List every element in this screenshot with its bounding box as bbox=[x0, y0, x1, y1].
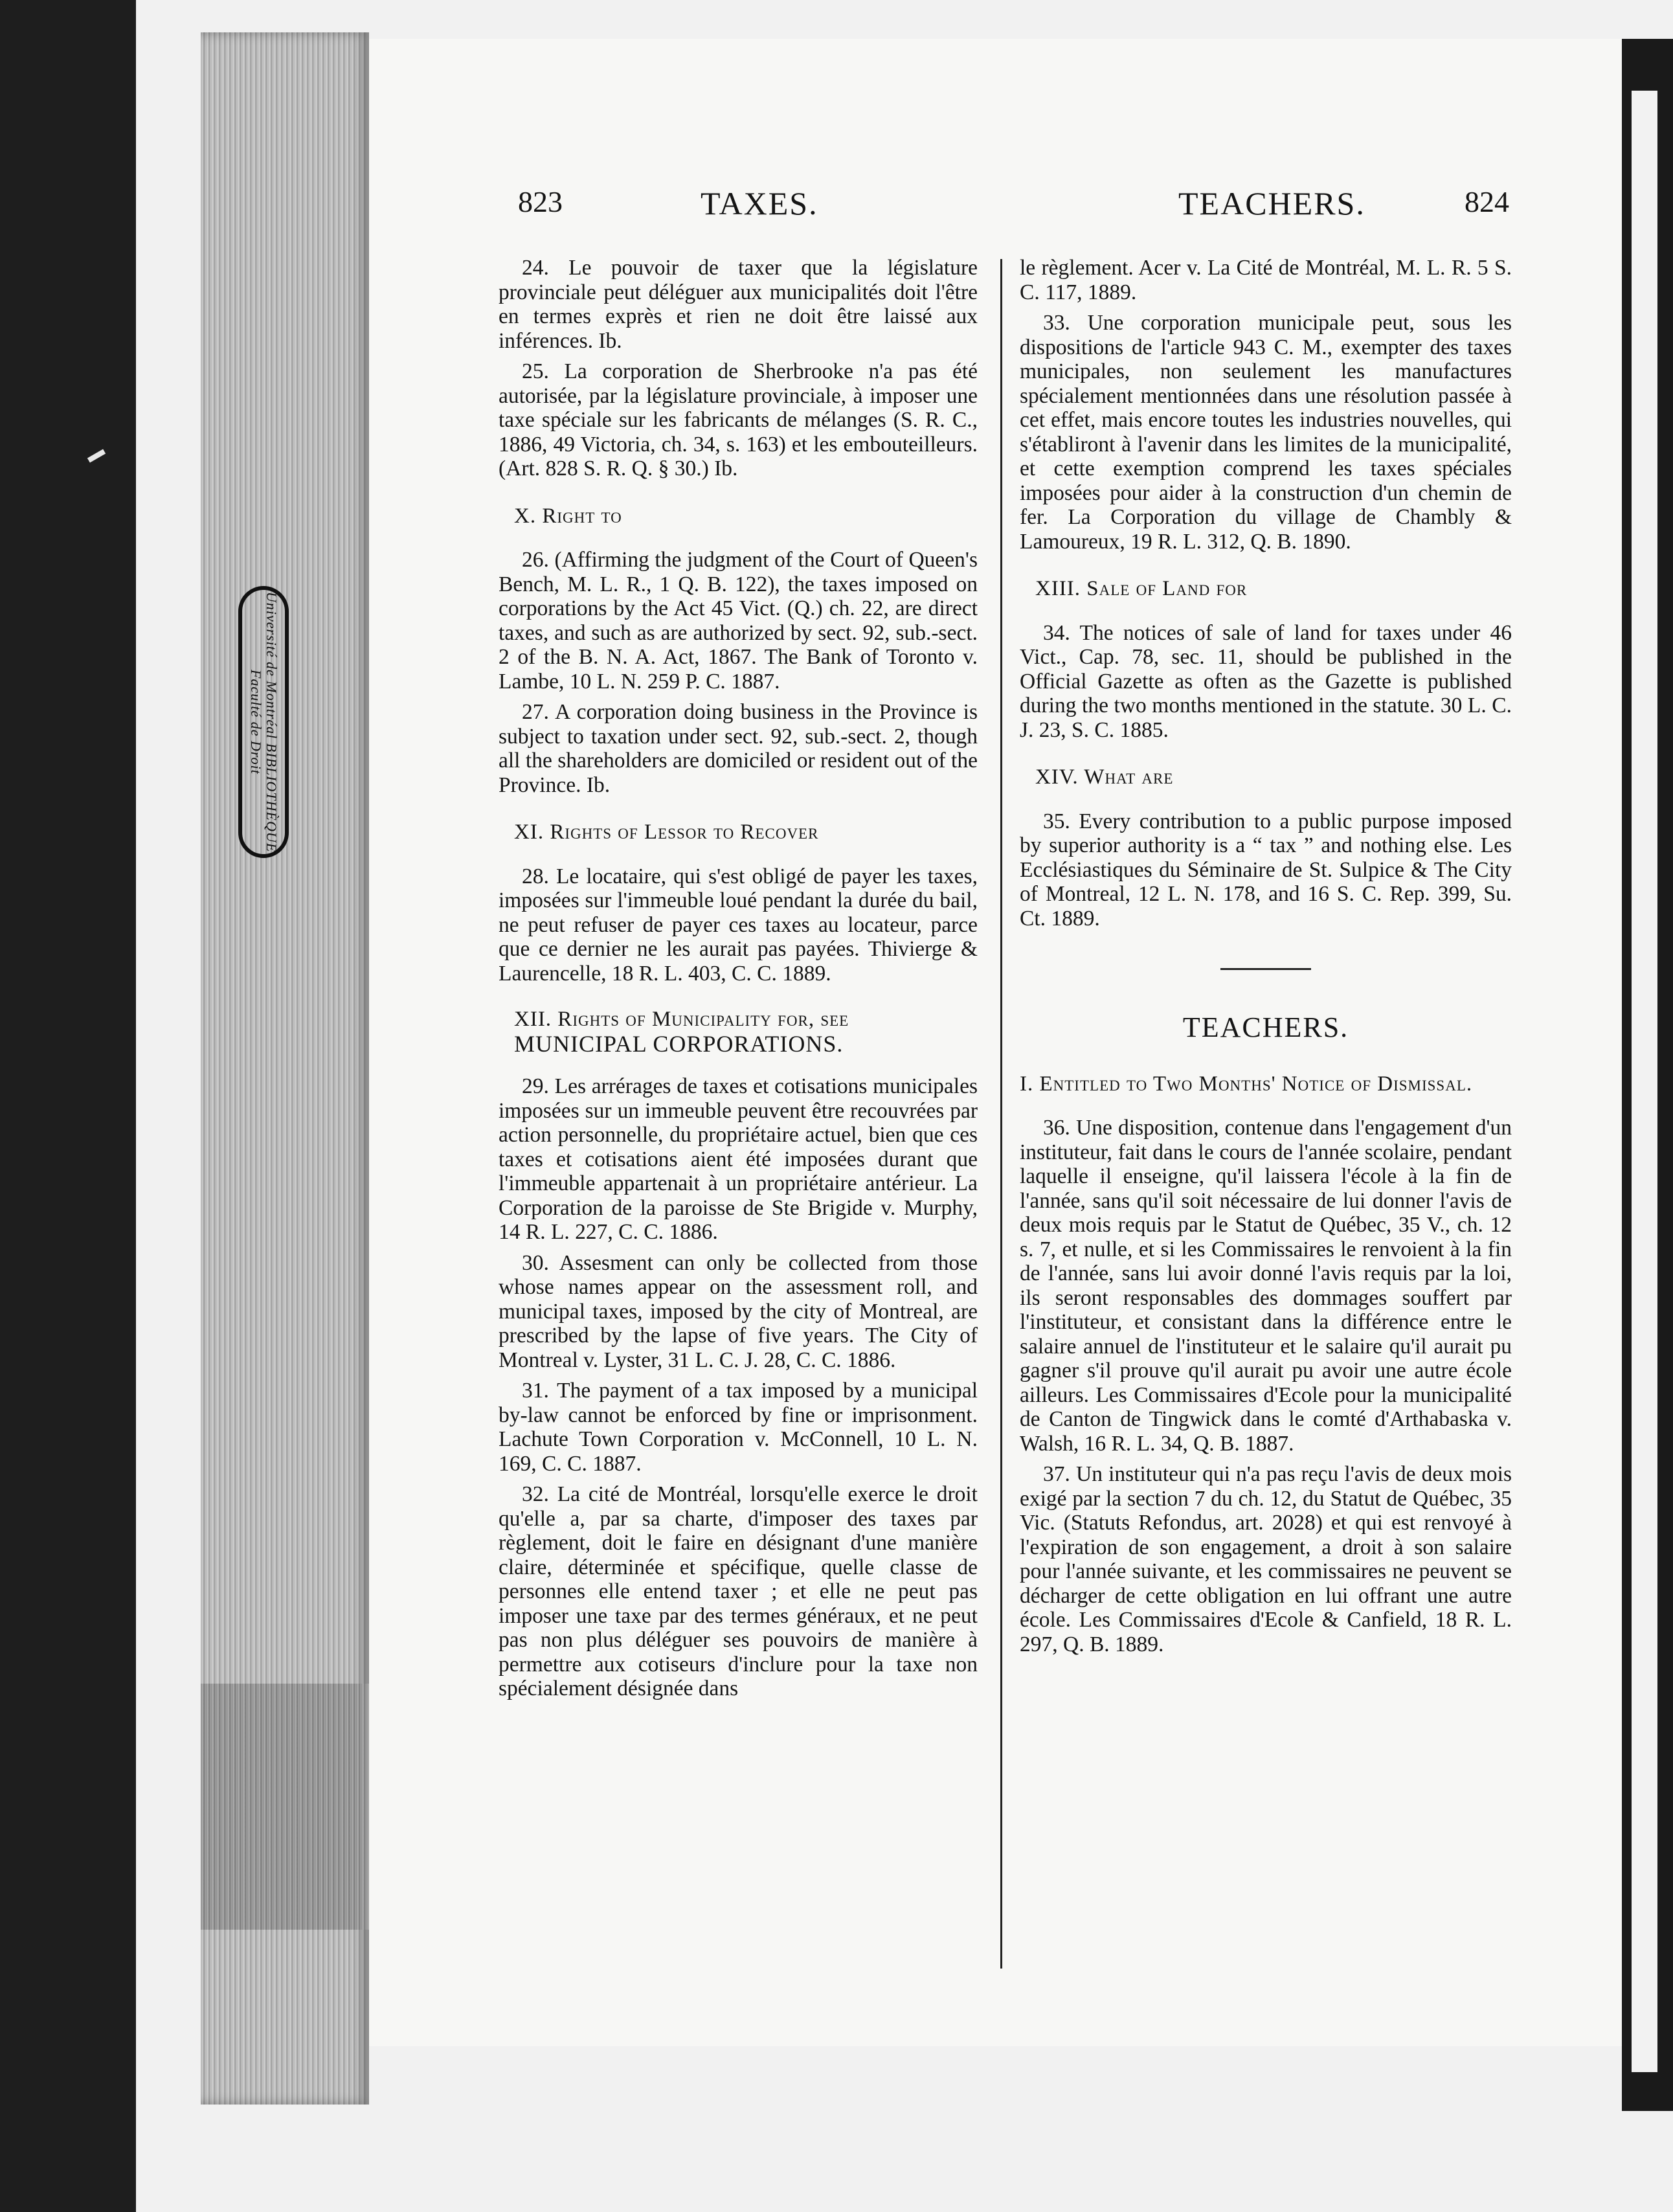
right-column bbox=[1020, 256, 1512, 1663]
paragraph-37: 37. Un instituteur qui n'a pas reçu l'avis de deux mois exigé par la section 7 du ch. 12, du Statut de Québec, 35 Vic. (Statuts Refondus, art. 2028) et qui est renvoyé à l'expiration de son engagement, a droit à son salaire pour l'année suivante, et les commissaires ne peuvent se décharger de cette obligation en lui offrant une autre école. Les Commissaires d'Ecole & Canfield, 18 R. L. 297, Q. B. 1889. bbox=[1020, 1462, 1512, 1656]
paragraph-26: 26. (Affirming the judgment of the Court of Queen's Bench, M. L. R., 1 Q. B. 122), the taxes imposed on corporations by the Act 45 Vict. (Q.) ch. 22, are direct taxes, and such as are authorized by sect. 92, sub.-sect. 2 of the B. N. A. Act, 1867. The Bank of Toronto v. Lambe, 10 L. N. 259 P. C. 1887. bbox=[499, 548, 978, 694]
column-divider bbox=[1000, 259, 1002, 1969]
section-heading-xiii: XIII. Sale of Land for bbox=[1035, 577, 1248, 600]
next-page-strip bbox=[1632, 91, 1657, 2072]
paragraph-24: 24. Le pouvoir de taxer que la législature provinciale peut déléguer aux municipalités doit l'être en termes exprès et rien ne doit être laissé aux inférences. Ib. bbox=[499, 256, 978, 353]
left-page-number: 823 bbox=[518, 185, 563, 218]
paragraph-27: 27. A corporation doing business in the Province is subject to taxation under sect. 92, sub.-sect. 2, though all the shareholders are domiciled or resident out of the Province. Ib. bbox=[499, 700, 978, 797]
paragraph-30: 30. Assesment can only be collected from those whose names appear on the assessment roll, and municipal taxes, imposed by the city of Montreal, are prescribed by the lapse of five years. The City of Montreal v. Lyster, 31 L. C. J. 28, C. C. 1886. bbox=[499, 1250, 978, 1372]
left-column bbox=[499, 256, 978, 1708]
left-running-title: TAXES. bbox=[701, 185, 818, 221]
section-heading-i: I. Entitled to Two Months' Notice of Dismissal. bbox=[1020, 1072, 1473, 1096]
paragraph-34: 34. The notices of sale of land for taxes under 46 Vict., Cap. 78, sec. 11, should be published in the Official Gazette as often as the Gazette is published during the two months mentioned in the statute. 30 L. C. J. 23, S. C. 1885. bbox=[1020, 620, 1512, 742]
paragraph-28: 28. Le locataire, qui s'est obligé de payer les taxes, imposées sur l'immeuble loué pendant la durée du bail, ne peut refuser de payer ces taxes au locateur, parce que ce dernier ne les aurait pas payées. Thivierge & Laurencelle, 18 R. L. 403, C. C. 1889. bbox=[499, 864, 978, 986]
section-heading-x: X. Right to bbox=[514, 504, 622, 528]
library-stamp-text: Université de Montréal BIBLIOTHÈQUE Faculté de Droit bbox=[248, 591, 280, 853]
paragraph-33: 33. Une corporation municipale peut, sous les dispositions de l'article 943 C. M., exempter des taxes municipales, non seulement les manufactures spécialement mentionnées dans une résolution passée à cet effet, mais encore toutes les industries nouvelles, qui s'établiront à l'avenir dans les limites de la municipalité, et cette exemption comprend les taxes spéciales imposées pour aider à la construction d'un chemin de fer. La Corporation du village de Chambly & Lamoureux, 19 R. L. 312, Q. B. 1890. bbox=[1020, 311, 1512, 554]
paragraph-32: 32. La cité de Montréal, lorsqu'elle exerce le droit qu'elle a, par sa charte, d'imposer des taxes par règlement, doit le faire en désignant d'une manière claire, déterminée et spécifique, quelle classe de personnes elle entend taxer ; et elle ne peut pas imposer une taxe par des termes généraux, et ne peut pas non plus déléguer ses pouvoirs de manière à permettre aux cotiseurs d'inclure pour la taxe non spécialement désignée dans bbox=[499, 1482, 978, 1700]
library-stamp bbox=[238, 586, 289, 858]
section-heading-xii-text: XII. Rights of Municipality for, see bbox=[514, 1008, 849, 1031]
paragraph-36: 36. Une disposition, contenue dans l'engagement d'un instituteur, fait dans le cours de l'année scolaire, pendant laquelle il enseigne, qu'il laissera l'école à la fin de l'année, sans qu'il soit nécessaire de lui donner l'avis de deux mois requis par le Statut de Québec, 35 V., ch. 12 s. 7, et nulle, et si les Commissaires le renvoient à la fin de l'année, sans lui avoir donné l'avis requis par la loi, ils seront responsables des dommages souffert par l'instituteur, et consistant dans la différence entre le salaire annuel de l'instituteur et le salaire qu'il aurait pu gagner s'il prouve qu'il aurait pu avoir une autre école ailleurs. Les Commissaires d'Ecole pour la municipalité de Canton de Tingwick dans le comté d'Arthabaska v. Walsh, 16 R. L. 34, Q. B. 1887. bbox=[1020, 1116, 1512, 1456]
paragraph-25: 25. La corporation de Sherbrooke n'a pas été autorisée, par la législature provinciale, à imposer une taxe spéciale sur les fabricants de mélanges (S. R. C., 1886, 49 Victoria, ch. 34, s. 163) et les embouteilleurs. (Art. 828 S. R. Q. § 30.) Ib. bbox=[499, 359, 978, 480]
paragraph-31: 31. The payment of a tax imposed by a municipal by-law cannot be enforced by fine or imprisonment. Lachute Town Corporation v. McConnell, 10 L. N. 169, C. C. 1887. bbox=[499, 1379, 978, 1476]
book-page-edges-lower bbox=[201, 1684, 369, 1930]
section-heading-xi: XI. Rights of Lessor to Recover bbox=[514, 820, 819, 844]
section-divider bbox=[1220, 968, 1311, 970]
paragraph-29: 29. Les arrérages de taxes et cotisations municipales imposées sur un immeuble peuvent être recouvrées par action personnelle, du propriétaire actuel, bien que ces taxes et cotisations aient été imposées durant que l'immeuble appartenait à un propriétaire antérieur. La Corporation de la paroisse de Ste Brigide v. Murphy, 14 R. L. 227, C. C. 1886. bbox=[499, 1074, 978, 1244]
teachers-title: TEACHERS. bbox=[1182, 1011, 1349, 1043]
section-heading-xiv: XIV. What are bbox=[1035, 765, 1174, 789]
section-heading-xii bbox=[514, 1008, 978, 1057]
right-running-title: TEACHERS. bbox=[1178, 185, 1365, 221]
paragraph-32-continued: le règlement. Acer v. La Cité de Montréal, M. L. R. 5 S. C. 117, 1889. bbox=[1020, 256, 1512, 304]
right-page-number: 824 bbox=[1465, 185, 1509, 218]
section-heading-xii-reference: MUNICIPAL CORPORATIONS. bbox=[514, 1030, 844, 1057]
paragraph-35: 35. Every contribution to a public purpose imposed by superior authority is a “ tax ” and nothing else. Les Ecclésiastiques du Séminaire de St. Sulpice & The City of Montreal, 12 L. N. 178, and 16 S. C. Rep. 399, Su. Ct. 1889. bbox=[1020, 809, 1512, 931]
